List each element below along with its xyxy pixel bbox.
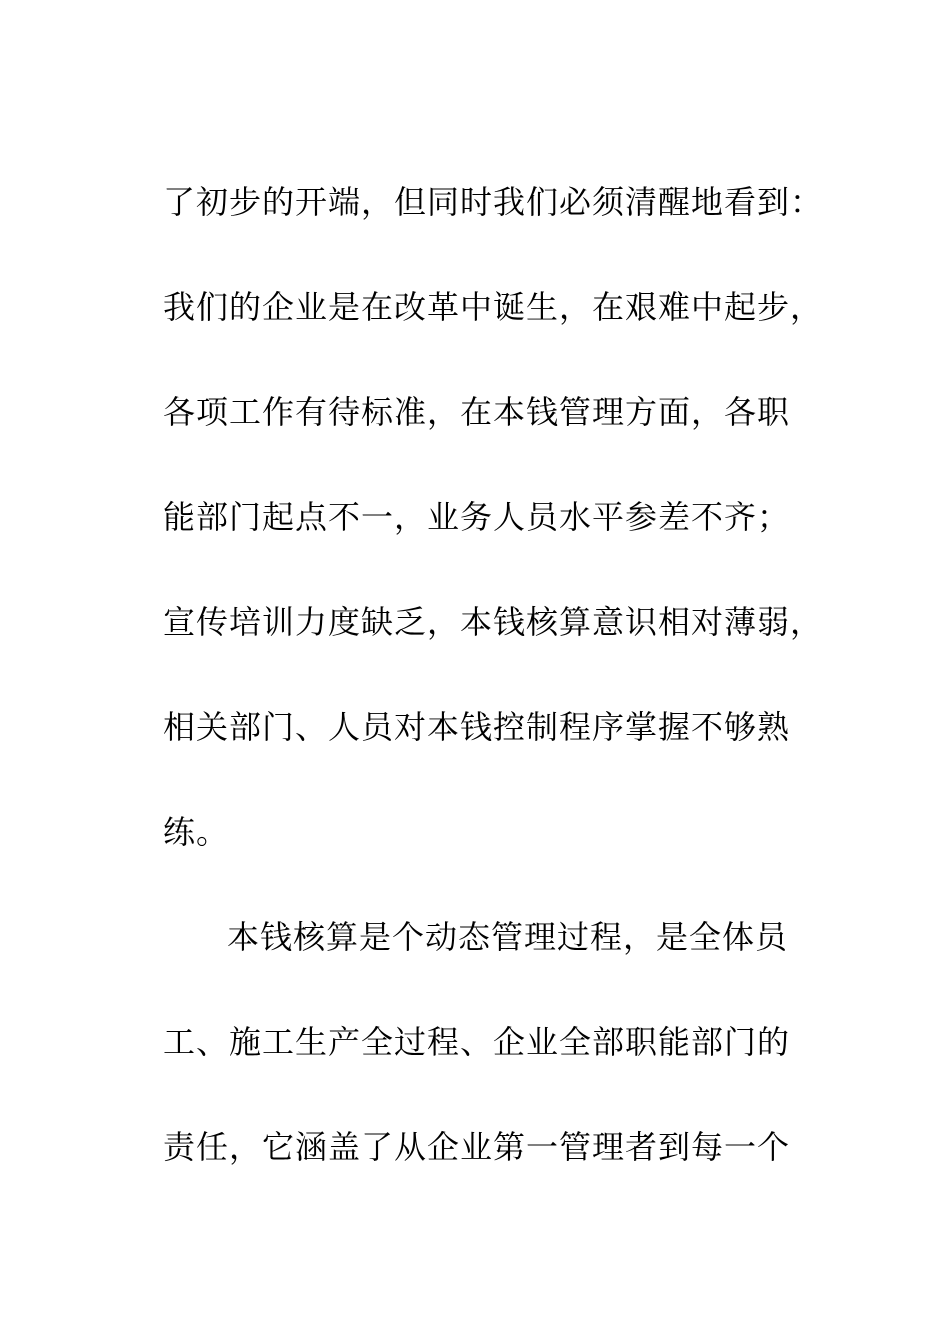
- text-line: 责任，它涵盖了从企业第一管理者到每一个: [163, 1128, 791, 1166]
- text-line: 了初步的开端，但同时我们必须清醒地看到：: [163, 183, 824, 221]
- document-body: [163, 175, 824, 1225]
- text-line: 各项工作有待标准，在本钱管理方面，各职: [163, 393, 791, 431]
- text-line: 工、施工生产全过程、企业全部职能部门的: [163, 1023, 791, 1061]
- text-line: 宣传培训力度缺乏，本钱核算意识相对薄弱，: [163, 603, 824, 641]
- text-line: 相关部门、人员对本钱控制程序掌握不够熟: [163, 708, 791, 746]
- text-line: 我们的企业是在改革中诞生，在艰难中起步，: [163, 288, 824, 326]
- paragraph-start-line: 本钱核算是个动态管理过程，是全体员: [227, 918, 789, 956]
- text-line: 练。: [163, 813, 230, 851]
- text-line: 能部门起点不一，业务人员水平参差不齐；: [163, 498, 791, 536]
